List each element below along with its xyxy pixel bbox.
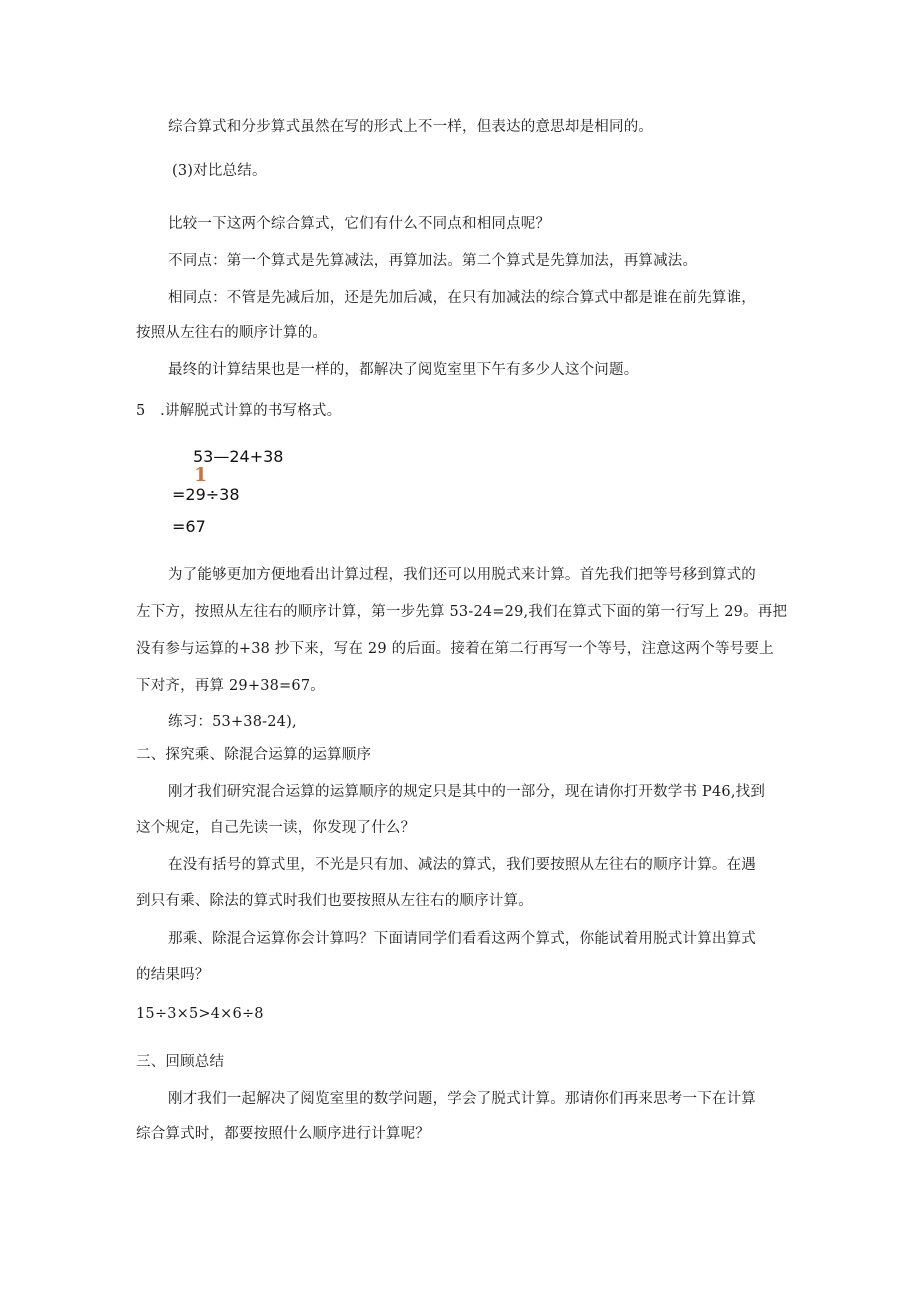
exercise: 练习：53+38-24), <box>168 714 297 730</box>
calculation-line-1: 53—24+38 <box>193 447 284 466</box>
paragraph: 比较一下这两个综合算式，它们有什么不同点和相同点呢？ <box>168 216 551 232</box>
paragraph: 综合算式和分步算式虽然在写的形式上不一样，但表达的意思却是相同的。 <box>168 119 654 135</box>
section-heading: 三、回顾总结 <box>136 1054 225 1070</box>
paragraph: 的结果吗？ <box>136 967 210 983</box>
paragraph: 这个规定，自己先读一读，你发现了什么？ <box>136 820 416 836</box>
paragraph: 下对齐，再算 29+38=67。 <box>136 678 325 694</box>
paragraph: 不同点：第一个算式是先算减法，再算加法。第二个算式是先算加法，再算减法。 <box>168 253 698 269</box>
subsection-heading: 5 .讲解脱式计算的书写格式。 <box>136 403 342 419</box>
paragraph: 按照从左往右的顺序计算的。 <box>136 325 328 341</box>
paragraph: 最终的计算结果也是一样的，都解决了阅览室里下午有多少人这个问题。 <box>168 362 639 378</box>
paragraph: 在没有括号的算式里，不光是只有加、减法的算式，我们要按照从左往右的顺序计算。在遇 <box>168 857 756 873</box>
calculation-line-3: =67 <box>172 517 206 536</box>
paragraph: 左下方，按照从左往右的顺序计算，第一步先算 53-24=29,我们在算式下面的第一行写上 29。再把 <box>136 604 788 620</box>
paragraph: 刚才我们一起解决了阅览室里的数学问题，学会了脱式计算。那请你们再来思考一下在计算 <box>168 1091 756 1107</box>
paragraph: 综合算式时，都要按照什么顺序进行计算呢？ <box>136 1126 430 1142</box>
paragraph: 为了能够更加方便地看出计算过程，我们还可以用脱式来计算。首先我们把等号移到算式的 <box>168 567 756 583</box>
paragraph: 相同点：不管是先减后加，还是先加后减，在只有加减法的综合算式中都是谁在前先算谁， <box>168 290 756 306</box>
section-heading: 二、探究乘、除混合运算的运算顺序 <box>136 747 372 763</box>
paragraph: 到只有乘、除法的算式时我们也要按照从左往右的顺序计算。 <box>136 893 533 909</box>
calculation-marker: 1 <box>194 464 208 486</box>
paragraph: 那乘、除混合运算你会计算吗？下面请同学们看看这两个算式，你能试着用脱式计算出算式 <box>168 931 756 947</box>
paragraph: 没有参与运算的+38 抄下来，写在 29 的后面。接着在第二行再写一个等号，注意这两个等号要上 <box>136 641 774 657</box>
expression: 15÷3×5>4×6÷8 <box>136 1006 264 1022</box>
calculation-line-2: =29÷38 <box>172 485 240 504</box>
paragraph: 刚才我们研究混合运算的运算顺序的规定只是其中的一部分，现在请你打开数学书 P46,找到 <box>168 784 766 800</box>
subsection-heading: (3)对比总结。 <box>172 163 267 179</box>
